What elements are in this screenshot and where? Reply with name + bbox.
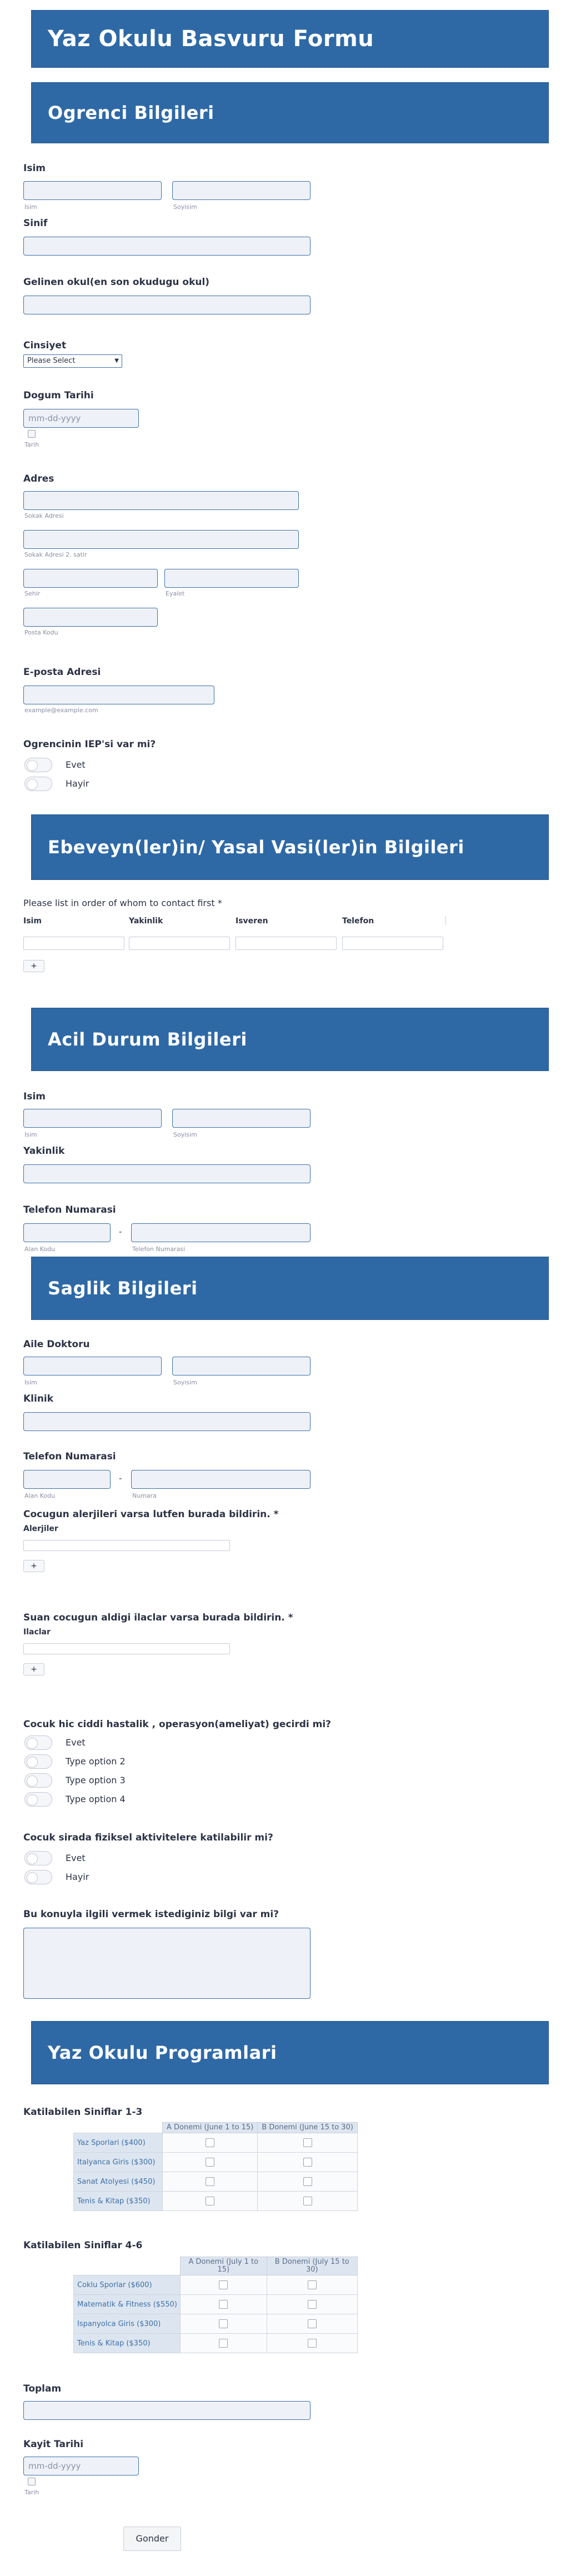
grades46-checkbox[interactable] [308,2300,317,2309]
surgery-label: Cocuk hic ciddi hastalik , operasyon(ameliyat) gecirdi mi? [23,1719,332,1730]
zip-input[interactable] [23,608,158,627]
registration-date-input[interactable] [23,2457,139,2475]
grades13-checkbox[interactable] [303,2158,312,2167]
email-label: E-posta Adresi [23,667,101,678]
parents-add-row-button[interactable]: + [23,960,44,972]
surgery-option-3-label: Type option 3 [66,1775,126,1785]
grades46-row-label: Matematik & Fitness ($550) [74,2295,181,2314]
doctor-last-sublabel: Soyisim [173,1379,197,1386]
meds-add-row-button[interactable]: + [23,1663,44,1675]
phone-dash: - [119,1227,122,1237]
grades46-checkbox[interactable] [219,2319,228,2328]
parents-list-label [23,898,222,908]
grades46-row-label: Tenis & Kitap ($350) [74,2334,181,2353]
doctor-phone-label: Telefon Numarasi [23,1451,116,1462]
calendar-icon[interactable] [28,2478,36,2485]
parents-phone-cell[interactable] [342,937,443,950]
grades46-checkbox[interactable] [308,2339,317,2348]
grades46-label: Katilabilen Siniflar 4-6 [23,2240,143,2251]
iep-label: Ogrencinin IEP'si var mi? [23,739,156,750]
zip-sublabel: Posta Kodu [24,629,58,636]
submit-button[interactable]: Gonder [123,2527,181,2551]
grades46-checkbox[interactable] [219,2280,228,2289]
doctor-number-sublabel: Numara [132,1492,157,1499]
address-label: Adres [23,473,54,484]
grade-label: Sinif [23,218,48,229]
student-name-label: Isim [23,163,46,174]
total-input[interactable] [23,2401,310,2420]
required-mark: * [217,898,222,908]
grades46-checkbox[interactable] [219,2300,228,2309]
grades46-checkbox[interactable] [219,2339,228,2348]
section-header-parents: Ebeveyn(ler)in/ Yasal Vasi(ler)in Bilgileri [31,814,549,880]
parents-col-phone: Telefon [342,917,374,926]
grades46-checkbox[interactable] [308,2280,317,2289]
street-sublabel: Sokak Adresi [24,512,64,519]
city-input[interactable] [23,569,158,588]
grades46-checkbox[interactable] [308,2319,317,2328]
doctor-label: Aile Doktoru [23,1339,90,1350]
iep-option-evet-label: Evet [66,759,86,770]
gender-select-value: Please Select [27,357,76,365]
total-label: Toplam [23,2383,62,2394]
meds-label [23,1612,293,1623]
grades13-row-label: Tenis & Kitap ($350) [74,2192,163,2211]
grades46-matrix [73,2257,358,2353]
surgery-option-4-toggle[interactable] [24,1792,52,1807]
gender-select[interactable] [23,354,122,368]
email-sublabel: example@example.com [24,707,98,714]
meds-col-header: Ilaclar [23,1628,51,1637]
parents-name-cell[interactable] [23,937,124,950]
birth-date-input[interactable] [23,409,139,428]
activity-label: Cocuk sirada fiziksel aktivitelere katilabilir mi? [23,1832,273,1843]
doctor-last-name-input[interactable] [172,1357,310,1375]
grades46-col-a: A Donemi (July 1 to 15) [181,2257,267,2275]
meds-cell[interactable] [23,1643,230,1654]
grades46-row-label: Ispanyolca Giris ($300) [74,2314,181,2334]
street2-sublabel: Sokak Adresi 2. satir [24,551,87,558]
activity-option-evet-label: Evet [66,1853,86,1863]
grades13-checkbox[interactable] [303,2197,312,2205]
emergency-relation-label: Yakinlik [23,1146,65,1157]
section-header-student: Ogrenci Bilgileri [31,82,549,143]
emergency-area-sublabel: Alan Kodu [24,1246,56,1253]
registration-date-sublabel: Tarih [24,2489,39,2496]
grades13-checkbox[interactable] [206,2158,214,2167]
surgery-option-4-label: Type option 4 [66,1794,126,1804]
grades13-checkbox[interactable] [303,2138,312,2147]
grades13-row-label: Sanat Atolyesi ($450) [74,2172,163,2192]
city-sublabel: Sehir [24,590,41,597]
school-input[interactable] [23,296,310,314]
surgery-option-1-label: Evet [66,1737,86,1748]
doctor-phone-dash: - [119,1473,122,1483]
parents-col-relation: Yakinlik [129,917,163,926]
grades13-row-label: Yaz Sporlari ($400) [74,2133,163,2153]
grades13-label: Katilabilen Siniflar 1-3 [23,2107,143,2118]
grades13-row-label: Italyanca Giris ($300) [74,2153,163,2172]
parents-col-name: Isim [23,917,42,926]
emergency-first-name-input[interactable] [23,1109,162,1128]
grades13-matrix [73,2122,358,2211]
birth-date-sublabel: Tarih [24,441,39,448]
activity-option-hayir-label: Hayir [66,1872,89,1882]
emergency-first-sublabel: Isim [24,1131,37,1138]
state-sublabel: Eyalet [166,590,185,597]
emergency-relation-input[interactable] [23,1164,310,1183]
emergency-phone-sublabel: Telefon Numarasi [132,1246,186,1253]
required-mark: * [288,1612,293,1623]
surgery-option-1-toggle[interactable] [24,1735,52,1750]
street-address-input[interactable] [23,491,299,510]
parents-list-text: Please list in order of whom to contact first [23,898,215,908]
parents-employer-cell[interactable] [236,937,337,950]
emergency-area-code-input[interactable] [23,1223,111,1242]
parents-relation-cell[interactable] [129,937,230,950]
doctor-area-sublabel: Alan Kodu [24,1492,56,1499]
allergy-label [23,1509,279,1520]
last-name-sublabel: Soyisim [173,203,197,211]
emergency-last-sublabel: Soyisim [173,1131,197,1138]
grades13-checkbox[interactable] [206,2177,214,2186]
surgery-option-3-toggle[interactable] [24,1773,52,1788]
grade-input[interactable] [23,237,310,256]
street-address-2-input[interactable] [23,530,299,549]
doctor-phone-input[interactable] [131,1470,310,1489]
grades46-col-b: B Donemi (July 15 to 30) [267,2257,357,2275]
student-last-name-input[interactable] [172,181,310,200]
surgery-option-2-toggle[interactable] [24,1754,52,1769]
emergency-phone-input[interactable] [131,1223,310,1242]
iep-option-hayir-toggle[interactable] [24,777,52,791]
extra-info-label: Bu konuyla ilgili vermek istediginiz bilgi var mi? [23,1909,279,1920]
student-first-name-input[interactable] [23,181,162,200]
emergency-last-name-input[interactable] [172,1109,310,1128]
clinic-input[interactable] [23,1412,310,1431]
allergy-label-text: Cocugun alerjileri varsa lutfen burada bildirin. [23,1509,271,1520]
grades46-row-label: Coklu Sporlar ($600) [74,2275,181,2295]
iep-option-evet-toggle[interactable] [24,758,52,772]
grades13-checkbox[interactable] [206,2197,214,2205]
grades13-checkbox[interactable] [206,2138,214,2147]
allergy-cell[interactable] [23,1540,230,1551]
emergency-phone-label: Telefon Numarasi [23,1204,116,1216]
section-header-health: Saglik Bilgileri [31,1257,549,1320]
registration-date-label: Kayit Tarihi [23,2439,84,2450]
extra-info-textarea[interactable] [23,1928,310,1999]
doctor-area-code-input[interactable] [23,1470,111,1489]
parents-col-employer: Isveren [236,917,268,926]
allergy-add-row-button[interactable]: + [23,1560,44,1572]
state-input[interactable] [164,569,299,588]
grades13-col-b: B Donemi (June 15 to 30) [258,2123,358,2133]
birth-date-label: Dogum Tarihi [23,390,94,401]
chevron-down-icon: ▼ [114,358,119,364]
section-header-emergency: Acil Durum Bilgileri [31,1008,549,1071]
form-title: Yaz Okulu Basvuru Formu [31,10,549,68]
required-mark: * [273,1509,279,1520]
meds-label-text: Suan cocugun aldigi ilaclar varsa burada bildirin. [23,1612,285,1623]
doctor-first-name-input[interactable] [23,1357,162,1375]
clinic-label: Klinik [23,1393,54,1404]
email-input[interactable] [23,686,214,704]
calendar-icon[interactable] [28,430,36,438]
activity-option-evet-toggle[interactable] [24,1851,52,1865]
section-header-programs: Yaz Okulu Programlari [31,2021,549,2084]
emergency-name-label: Isim [23,1091,46,1102]
activity-option-hayir-toggle[interactable] [24,1870,52,1884]
school-label: Gelinen okul(en son okudugu okul) [23,277,210,288]
grades13-checkbox[interactable] [303,2177,312,2186]
grades13-col-a: A Donemi (June 1 to 15) [163,2123,258,2133]
doctor-first-sublabel: Isim [24,1379,37,1386]
first-name-sublabel: Isim [24,203,37,211]
surgery-option-2-label: Type option 2 [66,1756,126,1767]
iep-option-hayir-label: Hayir [66,778,89,789]
column-drag-handle[interactable] [445,917,447,924]
gender-label: Cinsiyet [23,340,67,351]
allergy-col-header: Alerjiler [23,1524,58,1533]
